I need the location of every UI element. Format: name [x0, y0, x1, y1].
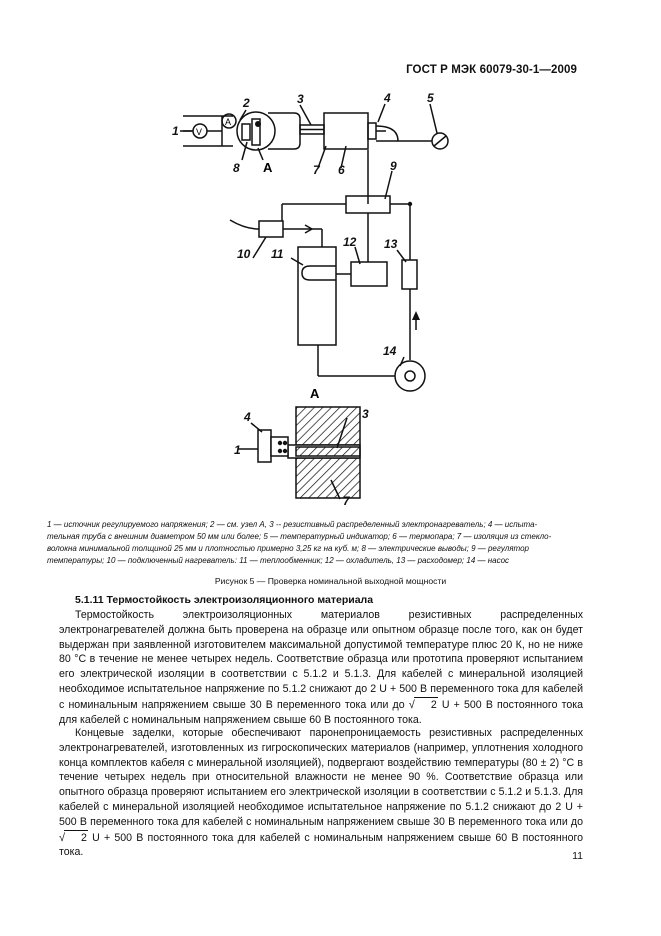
paragraph-2 [59, 726, 583, 860]
label-13: 13 [384, 237, 398, 251]
document-header: ГОСТ Р МЭК 60079-30-1—2009 [406, 64, 577, 76]
paragraph-text: Концевые заделки, которые обеспечивают паронепроницаемость резистивных распределенных электронагревателей, изготовленных из гигроскопических материалов (например, уплотнения холодного конца комплектов кабеля с минеральной изоляцией), подвергают воздействию температуры (80 ± 2) °С в течение четырех недель при относительной влажности не менее 90 %. Соответствие образца или опытного образца проверяют испытанием его электрической изоляции в соответствии с 5.1.2 и 5.1.3. Для кабелей с минеральной изоляцией необходимое испытательное напряжение по 5.1.2 снижают до 2 U + 500 В переменного тока для кабелей с номинальным напряжением свыше 30 В переменного тока или до [59, 727, 583, 828]
label-11: 11 [271, 247, 284, 261]
label-3-detail: 3 [362, 407, 369, 421]
label-2: 2 [243, 96, 250, 110]
paragraph-text: U + 500 В постоянного тока для кабелей с номинальным напряжением свыше 60 В постоянного тока. [59, 698, 583, 726]
label-10: 10 [237, 247, 251, 261]
label-4: 4 [384, 91, 391, 105]
connected-heater [259, 221, 283, 237]
paragraph-1 [59, 608, 583, 727]
label-12: 12 [343, 235, 357, 249]
label-1-detail: 1 [234, 443, 241, 457]
label-8: 8 [233, 161, 240, 175]
page-number: 11 [572, 850, 583, 862]
figure-legend [47, 519, 609, 567]
cooler [351, 262, 387, 286]
label-7-detail: 7 [343, 494, 350, 508]
label-1: 1 [172, 124, 179, 138]
insulation-section-lower [296, 458, 360, 498]
detail-marker: A [263, 160, 273, 175]
label-7: 7 [313, 163, 320, 177]
section-heading: 5.1.11 Термостойкость электроизоляционного материала [75, 594, 374, 606]
paragraph-text: U + 500 В постоянного тока для кабелей с номинальным напряжением свыше 60 В постоянного тока. [59, 831, 583, 859]
label-4-detail: 4 [244, 410, 251, 424]
heat-exchanger [298, 247, 336, 345]
label-3: 3 [297, 92, 304, 106]
legend-line: 1 — источник регулируемого напряжения; 2 — см. узел А, 3 -- резистивный распределенный электронагреватель; 4 — испыта- [47, 520, 538, 529]
heater-cable-core [296, 447, 360, 456]
ammeter-label: A [225, 117, 232, 127]
sqrt-expression: √ 2 [59, 831, 87, 844]
insulation-section-upper [296, 407, 360, 445]
voltmeter-label: V [196, 127, 203, 137]
label-5: 5 [427, 91, 434, 105]
label-14: 14 [383, 344, 397, 358]
paragraph-text: Термостойкость электроизоляционных материалов резистивных распределенных электронагревателей должна быть проверена на образце или опытном образце после того, как он будет выдержан при заявленной изготовителем максимальной допустимой температуре плюс 20 К, но не ниже 80 °С в течение не менее четырех недель. Соответствие образца или прототипа проверяют испытанием его электрической изоляции в соответствии с 5.1.2 и 5.1.3. Для кабелей с минеральной изоляцией необходимое испытательное напряжение по 5.1.2 снижают до 2 U + 500 В переменного тока для кабелей с номинальным напряжением свыше 30 В переменного тока или до [59, 609, 583, 711]
flowmeter [402, 260, 417, 289]
sqrt-expression: √ 2 [408, 698, 437, 711]
legend-line: тельная труба с внешним диаметром 50 мм или более; 5 — температурный индикатор; 6 — термопара; 7 — изоляция из стекло- [47, 532, 552, 541]
legend-line: температуры; 10 — подключенный нагреватель: 11 — теплообменник; 12 — охладитель, 13 — расходомер; 14 — насос [47, 556, 510, 565]
label-6: 6 [338, 163, 345, 177]
figure-title: Рисунок 5 — Проверка номинальной выходной мощности [214, 576, 447, 586]
label-9: 9 [390, 159, 397, 173]
legend-line: волокна минимальной толщиной 25 мм и плотностью примерно 3,25 кг на куб. м; 8 — электрические выводы; 9 — регулятор [47, 544, 529, 553]
detail-title: А [310, 386, 320, 401]
